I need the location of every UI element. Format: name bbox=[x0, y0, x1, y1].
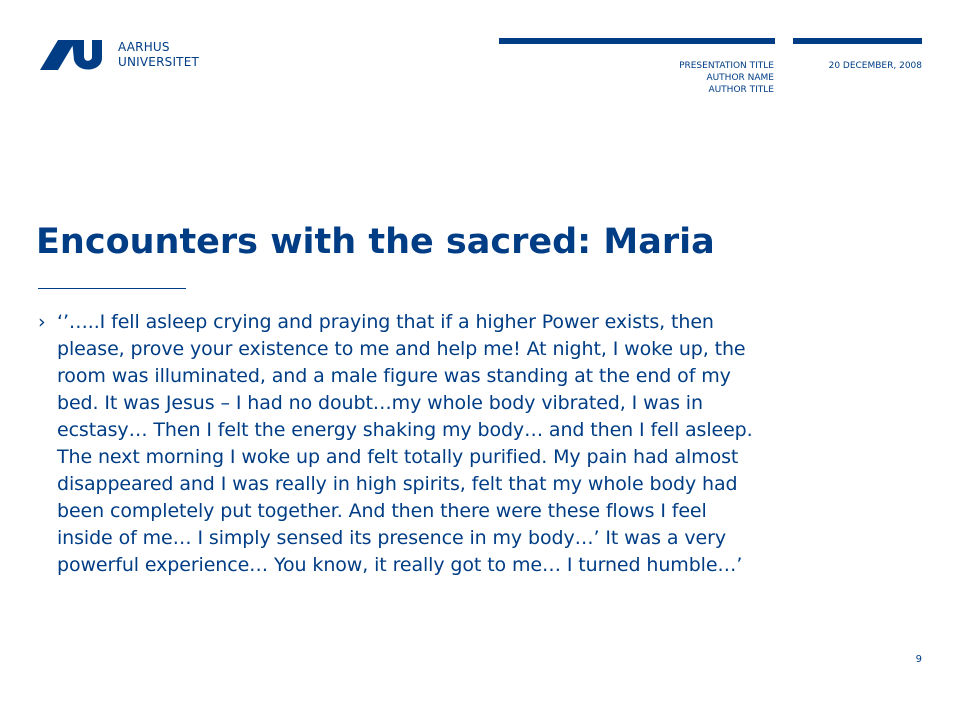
presentation-title-label: PRESENTATION TITLE bbox=[679, 61, 774, 71]
header-bar-right bbox=[793, 38, 922, 44]
bullet-marker: › bbox=[38, 311, 46, 333]
presentation-date: 20 DECEMBER, 2008 bbox=[828, 61, 922, 71]
author-title-label: AUTHOR TITLE bbox=[708, 85, 774, 95]
aarhus-university-logo-icon bbox=[38, 38, 102, 72]
slide-body bbox=[38, 309, 918, 579]
page-number: 9 bbox=[915, 654, 922, 665]
university-name bbox=[118, 40, 199, 70]
header-bar-left bbox=[499, 38, 775, 44]
author-name-label: AUTHOR NAME bbox=[706, 73, 774, 83]
slide-title: Encounters with the sacred: Maria bbox=[36, 222, 715, 262]
presentation-meta bbox=[679, 60, 774, 96]
title-underline bbox=[38, 288, 186, 289]
quote-text: ‘’…..I fell asleep crying and praying that if a higher Power exists, then please, prove your existence to me and help me! At night, I woke up, the room was illuminated, and a male figure was standing at the end of my bed. It was Jesus – I had no doubt…my whole body vibrated, I was in ecstasy… Then I felt the energy shaking my body… and then I fell asleep. The next morning I woke up and felt totally purified. My pain had almost disappeared and I was really in high spirits, felt that my whole body had been completely put together. And then there were these flows I feel inside of me… I simply sensed its presence in my body…’ It was a very powerful experience… You know, it really got to me… I turned humble…’ bbox=[57, 311, 753, 576]
university-name-line2: UNIVERSITET bbox=[118, 55, 200, 69]
university-name-line1: AARHUS bbox=[118, 40, 170, 54]
